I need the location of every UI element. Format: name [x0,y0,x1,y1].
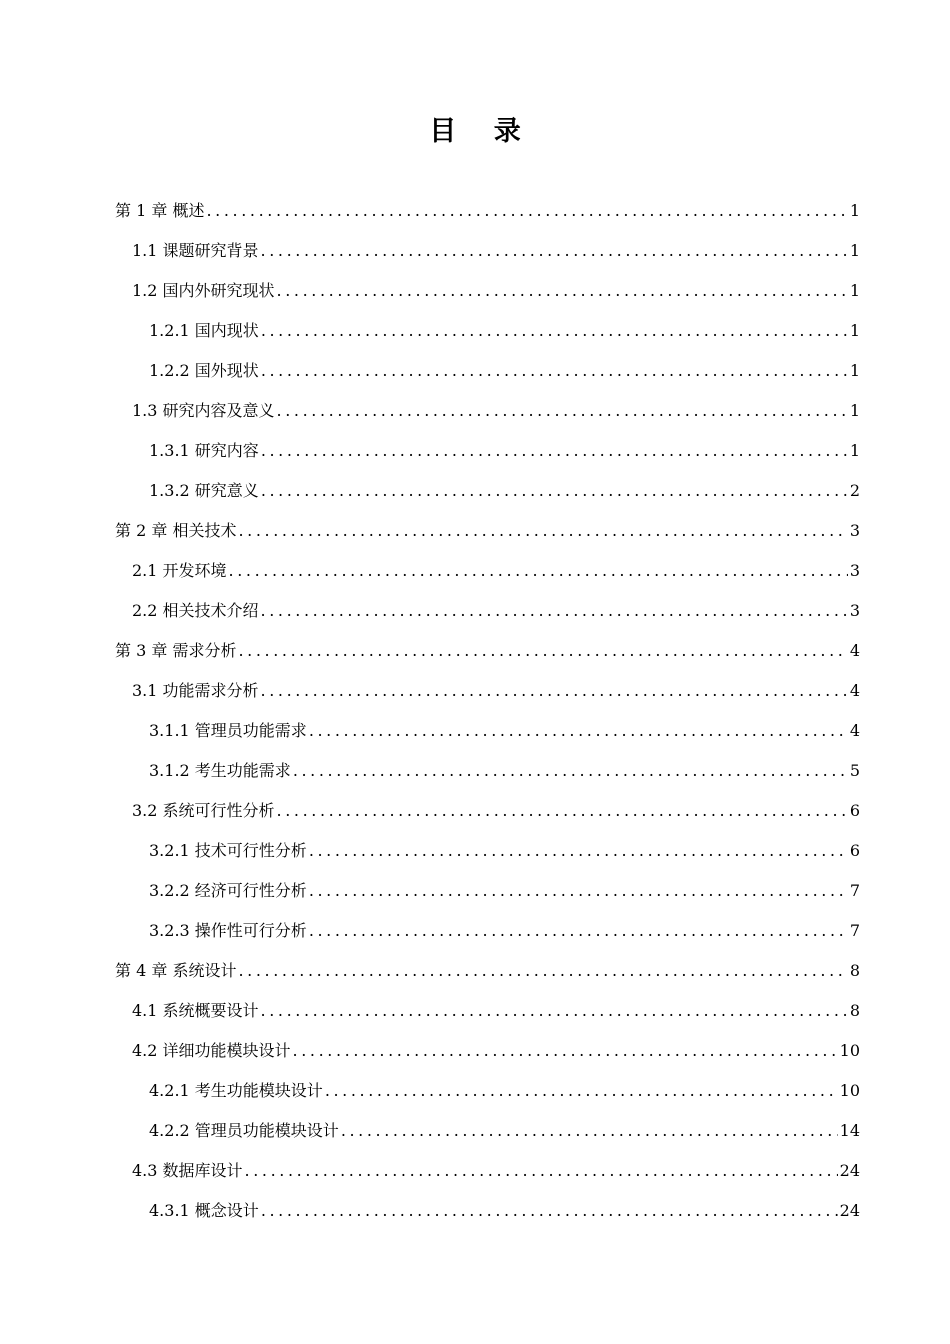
toc-page-number: 1 [849,321,860,340]
toc-entry[interactable] [115,942,860,982]
toc-dot-leader [206,201,847,221]
toc-dot-leader [309,721,848,741]
toc-page-number: 24 [839,1161,860,1180]
toc-dot-leader [261,361,848,381]
toc-dot-leader [293,1041,838,1061]
toc-page-number: 1 [849,281,860,300]
toc-entry[interactable] [115,662,860,702]
toc-entry-text: 3.1 功能需求分析 [132,681,259,700]
toc-dot-leader [238,521,847,541]
toc-entry-text: 1.3 研究内容及意义 [132,401,275,420]
toc-page-number: 3 [849,561,860,580]
toc-dot-leader [261,441,848,461]
toc-entry[interactable] [115,1062,860,1102]
toc-page-number: 2 [849,481,860,500]
toc-entry-text: 4.3 数据库设计 [132,1161,243,1180]
toc-page-number: 1 [849,401,860,420]
toc-entry-text: 2.2 相关技术介绍 [132,601,259,620]
toc-dot-leader [309,841,848,861]
toc-entry-text: 2.1 开发环境 [132,561,227,580]
toc-entry-text: 4.2.1 考生功能模块设计 [149,1081,323,1100]
toc-dot-leader [229,561,848,581]
toc-page-number: 7 [849,881,860,900]
toc-page-number: 7 [849,921,860,940]
toc-dot-leader [261,1201,838,1221]
toc-entry-text: 1.2.2 国外现状 [149,361,259,380]
toc-entry-text: 1.3.1 研究内容 [149,441,259,460]
toc-dot-leader [277,401,848,421]
toc-entry[interactable] [115,582,860,622]
toc-entry-text: 4.1 系统概要设计 [132,1001,259,1020]
toc-entry-text: 4.2.2 管理员功能模块设计 [149,1121,339,1140]
toc-page-number: 4 [849,641,860,660]
toc-entry[interactable] [115,1022,860,1062]
toc-dot-leader [261,481,848,501]
toc-entry[interactable] [115,422,860,462]
toc-entry[interactable] [115,222,860,262]
toc-entry-text: 4.3.1 概念设计 [149,1201,259,1220]
toc-page-number: 3 [849,601,860,620]
toc-page-number: 5 [849,761,860,780]
toc-entry-text: 1.3.2 研究意义 [149,481,259,500]
toc-entry-text: 4.2 详细功能模块设计 [132,1041,291,1060]
toc-entry-text: 3.2.3 操作性可行分析 [149,921,307,940]
toc-entry-text: 3.1.2 考生功能需求 [149,761,291,780]
toc-entry[interactable] [115,382,860,422]
toc-page-number: 1 [849,441,860,460]
toc-entry[interactable] [115,862,860,902]
toc-dot-leader [309,881,848,901]
toc-dot-leader [277,801,848,821]
toc-page-number: 1 [849,241,860,260]
toc-entry-text: 第 2 章 相关技术 [115,521,237,540]
toc-dot-leader [261,241,848,261]
toc-entry[interactable] [115,1102,860,1142]
toc-dot-leader [245,1161,838,1181]
toc-dot-leader [261,321,848,341]
toc-entry[interactable] [115,702,860,742]
toc-page-number: 6 [849,801,860,820]
toc-entry[interactable] [115,822,860,862]
toc-entry[interactable] [115,982,860,1022]
toc-entry[interactable] [115,262,860,302]
toc-entry-text: 3.1.1 管理员功能需求 [149,721,307,740]
toc-page-number: 24 [839,1201,860,1220]
toc-entry[interactable] [115,302,860,342]
toc-entry-text: 第 1 章 概述 [115,201,205,220]
toc-entry[interactable] [115,1142,860,1182]
toc-page-number: 10 [839,1041,860,1060]
toc-entry-text: 3.2.1 技术可行性分析 [149,841,307,860]
toc-dot-leader [325,1081,838,1101]
toc-page-number: 8 [849,1001,860,1020]
toc-entry[interactable] [115,542,860,582]
toc-entry[interactable] [115,342,860,382]
toc-dot-leader [293,761,848,781]
toc-entry-text: 第 3 章 需求分析 [115,641,237,660]
toc-entry-text: 3.2.2 经济可行性分析 [149,881,307,900]
toc-dot-leader [238,961,847,981]
toc-entry[interactable] [115,742,860,782]
toc-page-number: 14 [839,1121,860,1140]
toc-page-number: 10 [839,1081,860,1100]
toc-dot-leader [261,681,848,701]
toc-page-number: 3 [849,521,860,540]
toc-page-number: 4 [849,681,860,700]
toc-entry[interactable] [115,1182,860,1222]
toc-entry[interactable] [115,622,860,662]
toc-dot-leader [261,601,848,621]
toc-dot-leader [341,1121,838,1141]
toc-dot-leader [309,921,848,941]
toc-list [115,182,860,1222]
toc-page-number: 1 [849,361,860,380]
toc-entry[interactable] [115,902,860,942]
toc-entry-text: 1.2 国内外研究现状 [132,281,275,300]
toc-entry[interactable] [115,182,860,222]
toc-entry[interactable] [115,502,860,542]
toc-page-number: 1 [849,201,860,220]
toc-entry[interactable] [115,782,860,822]
toc-page-number: 8 [849,961,860,980]
toc-dot-leader [277,281,848,301]
toc-entry-text: 1.1 课题研究背景 [132,241,259,260]
toc-title: 目 录 [429,116,535,147]
toc-page-number: 6 [849,841,860,860]
toc-entry-text: 第 4 章 系统设计 [115,961,237,980]
toc-entry-text: 3.2 系统可行性分析 [132,801,275,820]
toc-entry-text: 1.2.1 国内现状 [149,321,259,340]
toc-dot-leader [238,641,847,661]
toc-page-number: 4 [849,721,860,740]
toc-dot-leader [261,1001,848,1021]
toc-entry[interactable] [115,462,860,502]
